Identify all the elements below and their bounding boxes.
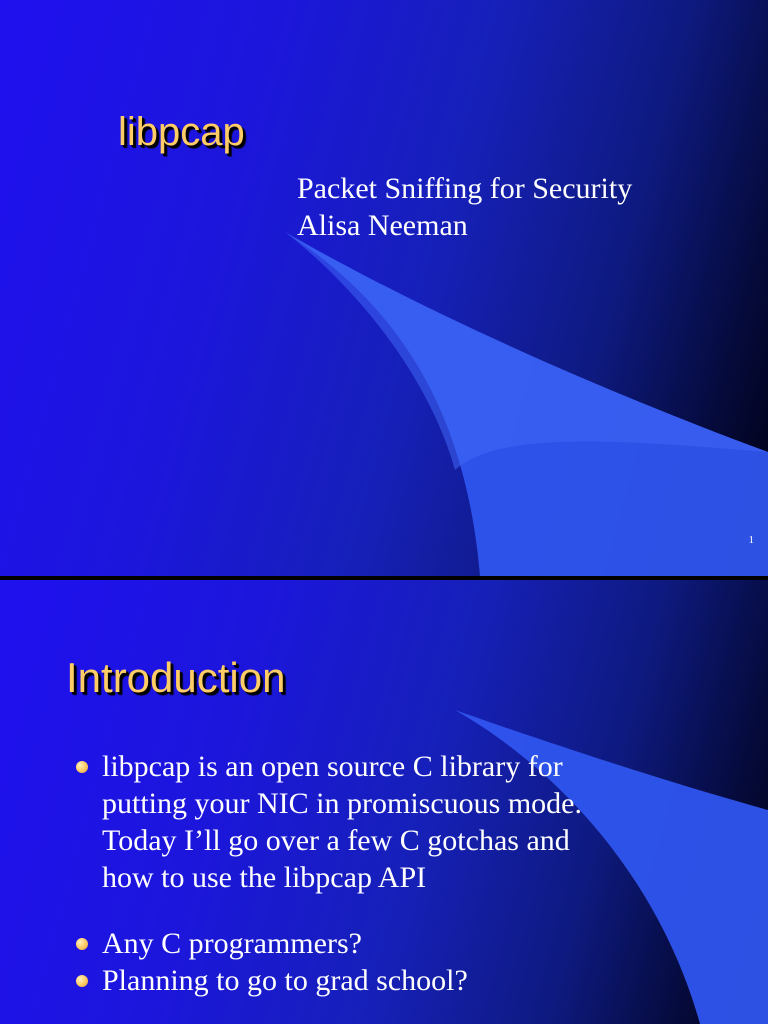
bullet-line: how to use the libpcap API: [102, 861, 427, 894]
bullet-line: Planning to go to grad school?: [102, 964, 468, 997]
bullet-item: [66, 748, 706, 896]
bullet-list: [66, 748, 706, 999]
page-number: 1: [748, 534, 754, 546]
bullet-item: [66, 962, 706, 999]
bullet-line: Any C programmers?: [102, 927, 362, 960]
bullet-dot-icon: [76, 938, 88, 950]
subtitle-line: Packet Sniffing for Security: [297, 172, 633, 205]
content-slide: [0, 580, 768, 1024]
bullet-line: putting your NIC in promiscuous mode.: [102, 787, 582, 820]
bullet-dot-icon: [76, 975, 88, 987]
slide-title: Introduction: [66, 654, 286, 701]
bullet-line: libpcap is an open source C library for: [102, 750, 563, 783]
slide-title: libpcap: [118, 110, 245, 154]
slide-subtitle: [297, 170, 632, 244]
bullet-item: [66, 925, 706, 962]
author-line: Alisa Neeman: [297, 209, 468, 242]
bullet-line: Today I’ll go over a few C gotchas and: [102, 824, 570, 857]
bullet-dot-icon: [76, 761, 88, 773]
